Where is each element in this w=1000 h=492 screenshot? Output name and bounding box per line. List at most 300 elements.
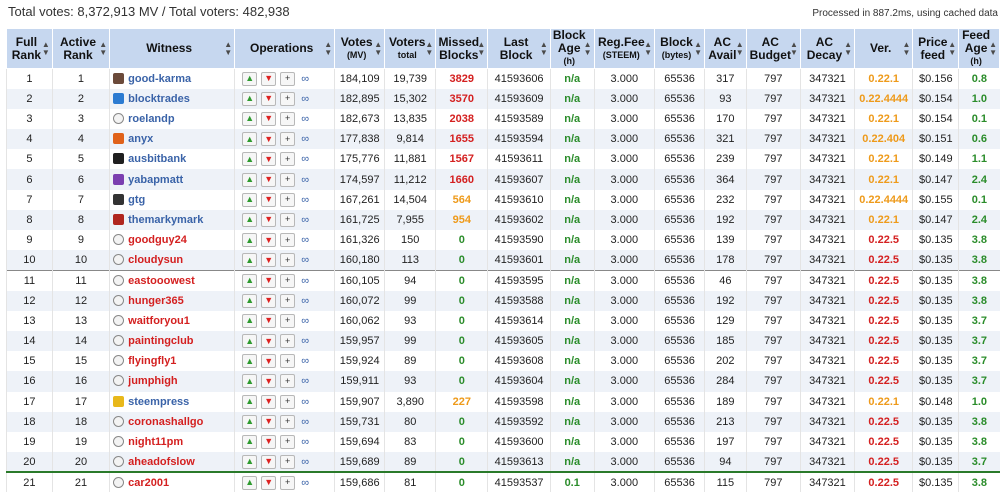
link-icon[interactable]: ∞: [299, 375, 311, 387]
link-icon[interactable]: ∞: [299, 315, 311, 327]
thumbs-down-icon[interactable]: ▼: [261, 476, 276, 490]
missed-blocks-cell-value: 1660: [450, 174, 474, 186]
price-feed-cell: $0.135: [913, 331, 959, 351]
sort-icon[interactable]: ▲ ▼: [989, 41, 997, 57]
missed-blocks-cell-value: 0: [459, 335, 465, 347]
thumbs-up-icon[interactable]: ▲: [242, 314, 257, 328]
voters-cell: 14,504: [385, 190, 436, 210]
column-header[interactable]: [235, 29, 335, 69]
add-user-icon[interactable]: +: [280, 435, 295, 449]
column-header-label: Active Rank: [60, 35, 96, 62]
witness-cell: [110, 190, 235, 210]
version-cell-value: 0.22.1: [868, 73, 899, 85]
table-row: [7, 392, 1000, 412]
thumbs-up-icon[interactable]: ▲: [242, 253, 257, 267]
add-user-icon[interactable]: +: [280, 476, 295, 490]
feed-age-cell-value: 0.8: [972, 73, 987, 85]
reg-fee-cell: 3.000: [594, 351, 654, 371]
block-age-cell-value: 0.1: [565, 477, 580, 489]
reg-fee-cell: 3.000: [594, 129, 654, 149]
avatar: [113, 214, 124, 225]
block-size-cell: 65536: [655, 472, 705, 492]
full-rank-cell: 4: [7, 129, 53, 149]
feed-age-cell: [959, 109, 1000, 129]
table-row: [7, 210, 1000, 230]
processed-text: Processed in 887.2ms, using cached data: [812, 8, 998, 19]
witness-name-link[interactable]: hunger365: [128, 295, 184, 307]
link-icon[interactable]: ∞: [299, 416, 311, 428]
last-block-cell: 41593607: [488, 169, 551, 189]
witness-name-link[interactable]: themarkymark: [128, 214, 203, 226]
voters-cell: 80: [385, 412, 436, 432]
version-cell-value: 0.22.5: [868, 275, 899, 287]
last-block-cell: 41593589: [488, 109, 551, 129]
last-block-cell: 41593606: [488, 69, 551, 89]
default-avatar-icon: [113, 375, 124, 386]
thumbs-down-icon[interactable]: ▼: [261, 354, 276, 368]
block-age-cell: [550, 472, 594, 492]
version-cell-value: 0.22.5: [868, 335, 899, 347]
thumbs-down-icon[interactable]: ▼: [261, 455, 276, 469]
operations-cell: [235, 412, 335, 432]
thumbs-up-icon[interactable]: ▲: [242, 213, 257, 227]
witness-name-link[interactable]: good-karma: [128, 73, 191, 85]
ac-decay-cell: 347321: [800, 371, 854, 391]
witness-name-link[interactable]: gtg: [128, 194, 145, 206]
default-avatar-icon: [113, 315, 124, 326]
version-cell-value: 0.22.1: [868, 153, 899, 165]
column-header-label: Full Rank: [12, 35, 41, 62]
block-size-cell: 65536: [655, 412, 705, 432]
thumbs-down-icon[interactable]: ▼: [261, 274, 276, 288]
voters-cell: 11,212: [385, 169, 436, 189]
sort-icon[interactable]: ▲ ▼: [844, 41, 852, 57]
link-icon[interactable]: ∞: [299, 133, 311, 145]
active-rank-cell: 14: [52, 331, 109, 351]
link-icon[interactable]: ∞: [299, 477, 311, 489]
link-icon[interactable]: ∞: [299, 194, 311, 206]
sort-icon[interactable]: ▲ ▼: [694, 41, 702, 57]
thumbs-down-icon[interactable]: ▼: [261, 253, 276, 267]
sort-icon[interactable]: ▲ ▼: [42, 41, 50, 57]
column-header-label: Price feed: [918, 35, 947, 62]
sort-icon[interactable]: ▲ ▼: [99, 41, 107, 57]
add-user-icon[interactable]: +: [280, 374, 295, 388]
active-rank-cell: 4: [52, 129, 109, 149]
feed-age-cell: [959, 169, 1000, 189]
voters-cell: 94: [385, 270, 436, 290]
link-icon[interactable]: ∞: [299, 456, 311, 468]
column-header[interactable]: [335, 29, 385, 69]
full-rank-cell: 19: [7, 432, 53, 452]
column-header[interactable]: [959, 29, 1000, 69]
operations-cell: [235, 250, 335, 270]
feed-age-cell-value: 3.8: [972, 275, 987, 287]
thumbs-down-icon[interactable]: ▼: [261, 233, 276, 247]
column-header[interactable]: [655, 29, 705, 69]
sort-icon[interactable]: ▲ ▼: [224, 41, 232, 57]
add-user-icon[interactable]: +: [280, 112, 295, 126]
thumbs-up-icon[interactable]: ▲: [242, 193, 257, 207]
block-age-cell: [550, 432, 594, 452]
witness-name-link[interactable]: waitforyou1: [128, 315, 190, 327]
thumbs-down-icon[interactable]: ▼: [261, 435, 276, 449]
block-size-cell: 65536: [655, 371, 705, 391]
thumbs-up-icon[interactable]: ▲: [242, 476, 257, 490]
active-rank-cell: 8: [52, 210, 109, 230]
witness-table-container: [6, 28, 1000, 492]
sort-icon[interactable]: ▲ ▼: [902, 41, 910, 57]
link-icon[interactable]: ∞: [299, 214, 311, 226]
voters-cell: 99: [385, 291, 436, 311]
full-rank-cell: 10: [7, 250, 53, 270]
column-header[interactable]: [488, 29, 551, 69]
thumbs-up-icon[interactable]: ▲: [242, 112, 257, 126]
block-age-cell: [550, 149, 594, 169]
votes-cell: 159,689: [335, 452, 385, 472]
add-user-icon[interactable]: +: [280, 193, 295, 207]
block-size-cell: 65536: [655, 89, 705, 109]
thumbs-down-icon[interactable]: ▼: [261, 395, 276, 409]
full-rank-cell: 7: [7, 190, 53, 210]
operations-cell: [235, 432, 335, 452]
add-user-icon[interactable]: +: [280, 132, 295, 146]
thumbs-down-icon[interactable]: ▼: [261, 193, 276, 207]
link-icon[interactable]: ∞: [299, 153, 311, 165]
witness-cell: [110, 69, 235, 89]
full-rank-cell: 17: [7, 392, 53, 412]
missed-blocks-cell: [436, 149, 488, 169]
thumbs-down-icon[interactable]: ▼: [261, 415, 276, 429]
witness-cell: [110, 351, 235, 371]
block-size-cell: 65536: [655, 392, 705, 412]
add-user-icon[interactable]: +: [280, 415, 295, 429]
add-user-icon[interactable]: +: [280, 314, 295, 328]
full-rank-cell: 16: [7, 371, 53, 391]
missed-blocks-cell: [436, 169, 488, 189]
thumbs-down-icon[interactable]: ▼: [261, 314, 276, 328]
reg-fee-cell: 3.000: [594, 472, 654, 492]
block-age-cell-value: n/a: [564, 73, 580, 85]
operations-cell: [235, 89, 335, 109]
link-icon[interactable]: ∞: [299, 234, 311, 246]
block-size-cell: 65536: [655, 169, 705, 189]
last-block-cell: 41593609: [488, 89, 551, 109]
votes-cell: 182,673: [335, 109, 385, 129]
missed-blocks-cell: [436, 270, 488, 290]
add-user-icon[interactable]: +: [280, 294, 295, 308]
active-rank-cell: 13: [52, 311, 109, 331]
column-header[interactable]: [800, 29, 854, 69]
block-age-cell: [550, 351, 594, 371]
add-user-icon[interactable]: +: [280, 233, 295, 247]
thumbs-down-icon[interactable]: ▼: [261, 294, 276, 308]
witness-name-link[interactable]: blocktrades: [128, 93, 190, 105]
add-user-icon[interactable]: +: [280, 455, 295, 469]
ac-budget-cell: 797: [746, 149, 800, 169]
link-icon[interactable]: ∞: [299, 73, 311, 85]
link-icon[interactable]: ∞: [299, 93, 311, 105]
active-rank-cell: 1: [52, 69, 109, 89]
avatar: [113, 133, 124, 144]
ac-decay-cell: 347321: [800, 210, 854, 230]
column-header-label: AC Avail: [708, 35, 736, 62]
thumbs-up-icon[interactable]: ▲: [242, 72, 257, 86]
full-rank-cell: 2: [7, 89, 53, 109]
thumbs-up-icon[interactable]: ▲: [242, 92, 257, 106]
link-icon[interactable]: ∞: [299, 254, 311, 266]
ac-avail-cell: 170: [705, 109, 747, 129]
sort-icon[interactable]: ▲ ▼: [790, 41, 798, 57]
column-header[interactable]: [385, 29, 436, 69]
column-header[interactable]: [746, 29, 800, 69]
add-user-icon[interactable]: +: [280, 354, 295, 368]
witness-cell: [110, 371, 235, 391]
last-block-cell: 41593588: [488, 291, 551, 311]
witness-name-link[interactable]: car2001: [128, 477, 169, 489]
version-cell-value: 0.22.1: [868, 174, 899, 186]
thumbs-down-icon[interactable]: ▼: [261, 112, 276, 126]
missed-blocks-cell: [436, 109, 488, 129]
thumbs-down-icon[interactable]: ▼: [261, 374, 276, 388]
feed-age-cell: [959, 331, 1000, 351]
column-header[interactable]: [7, 29, 53, 69]
column-header[interactable]: [705, 29, 747, 69]
active-rank-cell: 17: [52, 392, 109, 412]
voters-cell: 150: [385, 230, 436, 250]
link-icon[interactable]: ∞: [299, 396, 311, 408]
thumbs-up-icon[interactable]: ▲: [242, 374, 257, 388]
witness-name-link[interactable]: ausbitbank: [128, 153, 186, 165]
column-header[interactable]: [594, 29, 654, 69]
thumbs-up-icon[interactable]: ▲: [242, 274, 257, 288]
sort-icon[interactable]: ▲ ▼: [736, 41, 744, 57]
link-icon[interactable]: ∞: [299, 275, 311, 287]
operations-cell: [235, 149, 335, 169]
operations-cell: [235, 331, 335, 351]
table-body: [7, 69, 1000, 492]
link-icon[interactable]: ∞: [299, 295, 311, 307]
feed-age-cell: [959, 452, 1000, 472]
version-cell-value: 0.22.1: [868, 113, 899, 125]
add-user-icon[interactable]: +: [280, 152, 295, 166]
active-rank-cell: 7: [52, 190, 109, 210]
column-header[interactable]: [110, 29, 235, 69]
full-rank-cell: 20: [7, 452, 53, 472]
thumbs-up-icon[interactable]: ▲: [242, 294, 257, 308]
witness-cell: [110, 109, 235, 129]
votes-cell: 175,776: [335, 149, 385, 169]
thumbs-up-icon[interactable]: ▲: [242, 415, 257, 429]
add-user-icon[interactable]: +: [280, 92, 295, 106]
witness-name-link[interactable]: paintingclub: [128, 335, 193, 347]
block-size-cell: 65536: [655, 331, 705, 351]
operations-cell: [235, 371, 335, 391]
feed-age-cell: [959, 210, 1000, 230]
witness-cell: [110, 392, 235, 412]
witness-name-link[interactable]: flyingfly1: [128, 355, 176, 367]
thumbs-down-icon[interactable]: ▼: [261, 173, 276, 187]
full-rank-cell: 3: [7, 109, 53, 129]
add-user-icon[interactable]: +: [280, 274, 295, 288]
witness-name-link[interactable]: eastooowest: [128, 275, 195, 287]
sort-icon[interactable]: ▲ ▼: [477, 41, 485, 57]
reg-fee-cell: 3.000: [594, 392, 654, 412]
votes-cell: 159,686: [335, 472, 385, 492]
missed-blocks-cell-value: 0: [459, 355, 465, 367]
thumbs-up-icon[interactable]: ▲: [242, 173, 257, 187]
version-cell-value: 0.22.5: [868, 456, 899, 468]
voters-cell: 9,814: [385, 129, 436, 149]
version-cell: [855, 230, 913, 250]
thumbs-down-icon[interactable]: ▼: [261, 213, 276, 227]
block-age-cell-value: n/a: [564, 174, 580, 186]
ac-avail-cell: 93: [705, 89, 747, 109]
sort-icon[interactable]: ▲ ▼: [948, 41, 956, 57]
active-rank-cell: 11: [52, 270, 109, 290]
table-row: [7, 351, 1000, 371]
thumbs-up-icon[interactable]: ▲: [242, 132, 257, 146]
witness-cell: [110, 291, 235, 311]
thumbs-down-icon[interactable]: ▼: [261, 152, 276, 166]
thumbs-down-icon[interactable]: ▼: [261, 132, 276, 146]
thumbs-up-icon[interactable]: ▲: [242, 152, 257, 166]
table-row: [7, 412, 1000, 432]
ac-budget-cell: 797: [746, 331, 800, 351]
block-age-cell-value: n/a: [564, 315, 580, 327]
ac-budget-cell: 797: [746, 190, 800, 210]
sort-icon[interactable]: ▲ ▼: [584, 41, 592, 57]
block-age-cell: [550, 109, 594, 129]
witness-cell: [110, 129, 235, 149]
last-block-cell: 41593592: [488, 412, 551, 432]
feed-age-cell: [959, 371, 1000, 391]
missed-blocks-cell: [436, 291, 488, 311]
feed-age-cell-value: 3.7: [972, 335, 987, 347]
column-header[interactable]: [913, 29, 959, 69]
version-cell: [855, 412, 913, 432]
missed-blocks-cell-value: 2038: [450, 113, 474, 125]
column-header[interactable]: [550, 29, 594, 69]
witness-name-link[interactable]: steempress: [128, 396, 189, 408]
missed-blocks-cell-value: 0: [459, 275, 465, 287]
sort-icon[interactable]: ▲ ▼: [324, 41, 332, 57]
block-size-cell: 65536: [655, 351, 705, 371]
thumbs-up-icon[interactable]: ▲: [242, 354, 257, 368]
thumbs-up-icon[interactable]: ▲: [242, 435, 257, 449]
link-icon[interactable]: ∞: [299, 335, 311, 347]
witness-name-link[interactable]: roelandp: [128, 113, 174, 125]
reg-fee-cell: 3.000: [594, 452, 654, 472]
sort-icon[interactable]: ▲ ▼: [540, 41, 548, 57]
version-cell-value: 0.22.5: [868, 295, 899, 307]
full-rank-cell: 13: [7, 311, 53, 331]
link-icon[interactable]: ∞: [299, 436, 311, 448]
price-feed-cell: $0.135: [913, 250, 959, 270]
sort-icon[interactable]: ▲ ▼: [644, 41, 652, 57]
votes-cell: 167,261: [335, 190, 385, 210]
sort-icon[interactable]: ▲ ▼: [425, 41, 433, 57]
link-icon[interactable]: ∞: [299, 113, 311, 125]
add-user-icon[interactable]: +: [280, 253, 295, 267]
witness-name-link[interactable]: goodguy24: [128, 234, 187, 246]
ac-budget-cell: 797: [746, 351, 800, 371]
feed-age-cell: [959, 472, 1000, 492]
operations-cell: [235, 270, 335, 290]
missed-blocks-cell: [436, 311, 488, 331]
block-age-cell-value: n/a: [564, 93, 580, 105]
full-rank-cell: 11: [7, 270, 53, 290]
voters-cell: 11,881: [385, 149, 436, 169]
add-user-icon[interactable]: +: [280, 72, 295, 86]
thumbs-up-icon[interactable]: ▲: [242, 233, 257, 247]
voters-cell: 83: [385, 432, 436, 452]
operations-cell: [235, 129, 335, 149]
column-header-label: Witness: [146, 41, 192, 55]
price-feed-cell: $0.135: [913, 371, 959, 391]
version-cell: [855, 89, 913, 109]
column-header-label: Votes: [341, 35, 373, 49]
reg-fee-cell: 3.000: [594, 250, 654, 270]
block-size-cell: 65536: [655, 190, 705, 210]
column-header[interactable]: [52, 29, 109, 69]
thumbs-up-icon[interactable]: ▲: [242, 455, 257, 469]
link-icon[interactable]: ∞: [299, 355, 311, 367]
thumbs-down-icon[interactable]: ▼: [261, 334, 276, 348]
voters-cell: 89: [385, 452, 436, 472]
feed-age-cell-value: 3.8: [972, 416, 987, 428]
block-size-cell: 65536: [655, 452, 705, 472]
ac-budget-cell: 797: [746, 392, 800, 412]
reg-fee-cell: 3.000: [594, 89, 654, 109]
version-cell-value: 0.22.5: [868, 416, 899, 428]
table-row: [7, 371, 1000, 391]
block-age-cell-value: n/a: [564, 375, 580, 387]
witness-name-link[interactable]: anyx: [128, 133, 153, 145]
price-feed-cell: $0.156: [913, 69, 959, 89]
active-rank-cell: 6: [52, 169, 109, 189]
witness-name-link[interactable]: yabapmatt: [128, 174, 183, 186]
thumbs-down-icon[interactable]: ▼: [261, 72, 276, 86]
add-user-icon[interactable]: +: [280, 395, 295, 409]
witness-name-link[interactable]: cloudysun: [128, 254, 183, 266]
thumbs-up-icon[interactable]: ▲: [242, 334, 257, 348]
ac-avail-cell: 197: [705, 432, 747, 452]
witness-name-link[interactable]: aheadofslow: [128, 456, 195, 468]
missed-blocks-cell: [436, 230, 488, 250]
column-header-label: Operations: [250, 41, 313, 55]
add-user-icon[interactable]: +: [280, 173, 295, 187]
sort-icon[interactable]: ▲ ▼: [374, 41, 382, 57]
thumbs-up-icon[interactable]: ▲: [242, 395, 257, 409]
column-header[interactable]: [436, 29, 488, 69]
ac-avail-cell: 129: [705, 311, 747, 331]
witness-name-link[interactable]: night11pm: [128, 436, 183, 448]
add-user-icon[interactable]: +: [280, 213, 295, 227]
feed-age-cell-value: 3.7: [972, 456, 987, 468]
price-feed-cell: $0.135: [913, 311, 959, 331]
add-user-icon[interactable]: +: [280, 334, 295, 348]
thumbs-down-icon[interactable]: ▼: [261, 92, 276, 106]
ac-budget-cell: 797: [746, 311, 800, 331]
witness-name-link[interactable]: coronashallgo: [128, 416, 203, 428]
link-icon[interactable]: ∞: [299, 174, 311, 186]
witness-name-link[interactable]: jumphigh: [128, 375, 178, 387]
last-block-cell: 41593600: [488, 432, 551, 452]
operations-cell: [235, 291, 335, 311]
column-header[interactable]: [855, 29, 913, 69]
missed-blocks-cell: [436, 351, 488, 371]
